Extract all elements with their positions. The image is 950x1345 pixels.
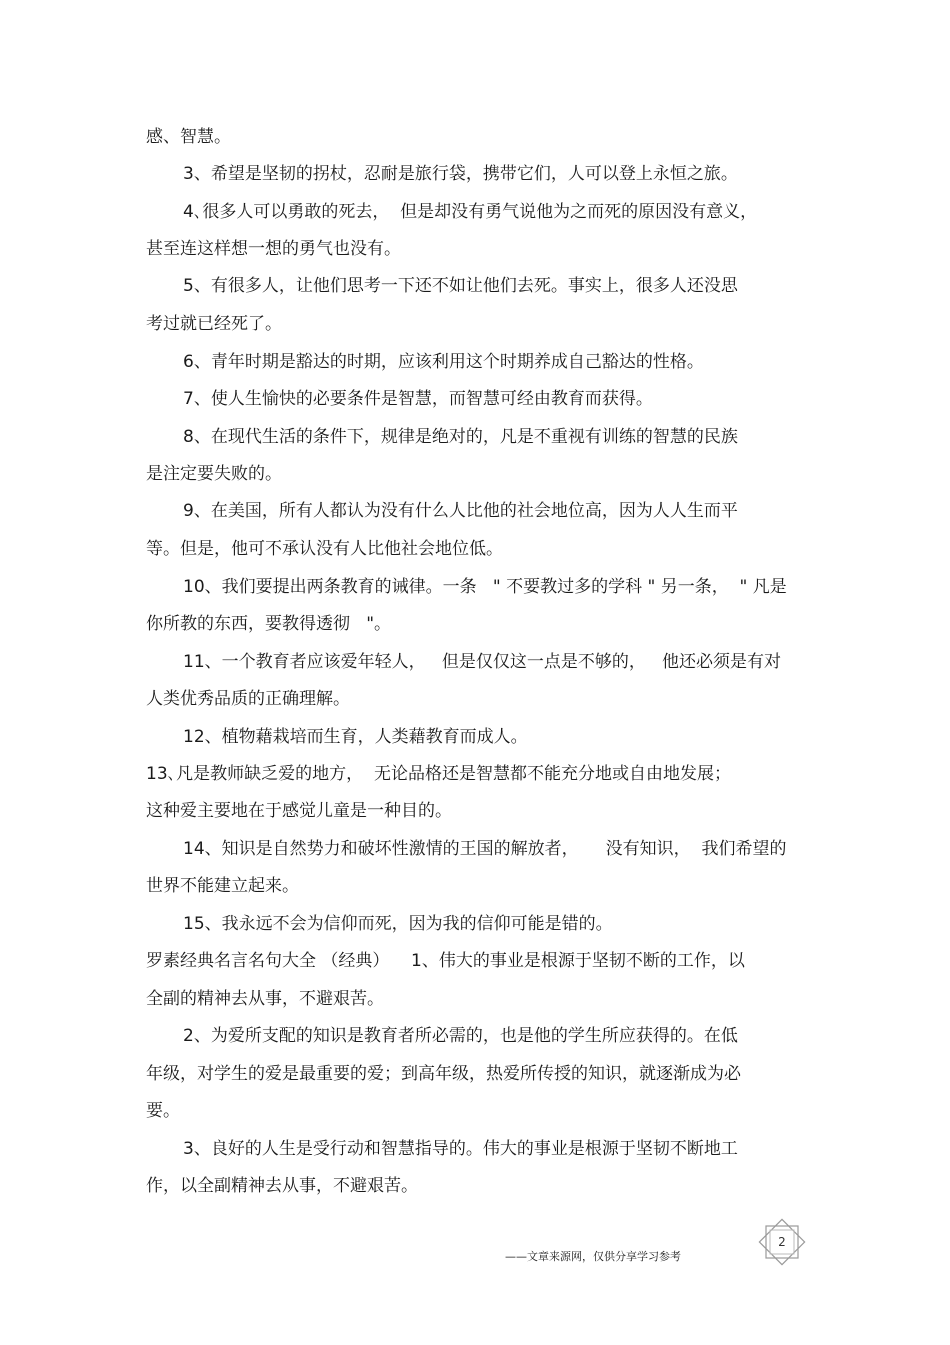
- text-line: 2、为爱所支配的知识是教育者所必需的，也是他的学生所应获得的。在低: [183, 1026, 738, 1046]
- text-line: 11、一个教育者应该爱年轻人， 但是仅仅这一点是不够的， 他还必须是有对: [183, 652, 782, 672]
- text-line: 是注定要失败的。: [146, 464, 282, 484]
- text-line: 人类优秀品质的正确理解。: [146, 689, 350, 709]
- text-line: 4､很多人可以勇敢的死去， 但是却没有勇气说他为之而死的原因没有意义，: [183, 202, 758, 222]
- page-number: 2: [778, 1235, 786, 1249]
- text-line: 5、有很多人，让他们思考一下还不如让他们去死。事实上，很多人还没思: [183, 276, 738, 296]
- text-line: 全副的精神去从事，不避艰苦。: [146, 989, 384, 1009]
- text-line: 年级，对学生的爱是最重要的爱；到高年级，热爱所传授的知识，就逐渐成为必: [146, 1064, 741, 1084]
- text-line: 15、我永远不会为信仰而死，因为我的信仰可能是错的。: [183, 914, 613, 934]
- page-number-badge: [756, 1218, 808, 1266]
- text-line: 甚至连这样想一想的勇气也没有。: [146, 239, 401, 259]
- text-line: 12、植物藉栽培而生育，人类藉教育而成人。: [183, 727, 528, 747]
- footer-note: ——文章来源网，仅供分享学习参考: [505, 1250, 681, 1263]
- text-line: 10、我们要提出两条教育的诫律。一条 " 不要教过多的学科 " 另一条， " 凡是: [183, 577, 787, 597]
- text-line: 考过就已经死了。: [146, 314, 282, 334]
- text-line: 8、在现代生活的条件下，规律是绝对的，凡是不重视有训练的智慧的民族: [183, 427, 738, 447]
- text-line: 3、希望是坚韧的拐杖，忍耐是旅行袋，携带它们，人可以登上永恒之旅。: [183, 164, 738, 184]
- text-line: 感、智慧。: [146, 127, 231, 147]
- text-line: 罗素经典名言名句大全 （经典） 1、伟大的事业是根源于坚韧不断的工作，以: [146, 951, 745, 971]
- text-line: 世界不能建立起来。: [146, 876, 299, 896]
- text-line: 14、知识是自然势力和破坏性激情的王国的解放者， 没有知识， 我们希望的: [183, 839, 787, 859]
- text-line: 9、在美国，所有人都认为没有什么人比他的社会地位高，因为人人生而平: [183, 501, 738, 521]
- text-line: 7、使人生愉快的必要条件是智慧，而智慧可经由教育而获得。: [183, 389, 653, 409]
- text-line: 这种爱主要地在于感觉儿童是一种目的。: [146, 801, 452, 821]
- text-line: 13､凡是教师缺乏爱的地方， 无论品格还是智慧都不能充分地或自由地发展；: [146, 764, 731, 784]
- text-line: 3、良好的人生是受行动和智慧指导的。伟大的事业是根源于坚韧不断地工: [183, 1139, 738, 1159]
- text-line: 要。: [146, 1101, 180, 1121]
- text-line: 等。但是，他可不承认没有人比他社会地位低。: [146, 539, 503, 559]
- text-line: 你所教的东西，要教得透彻 "。: [146, 614, 392, 634]
- text-line: 作，以全副精神去从事，不避艰苦。: [146, 1176, 418, 1196]
- text-line: 6、青年时期是豁达的时期，应该利用这个时期养成自己豁达的性格。: [183, 352, 704, 372]
